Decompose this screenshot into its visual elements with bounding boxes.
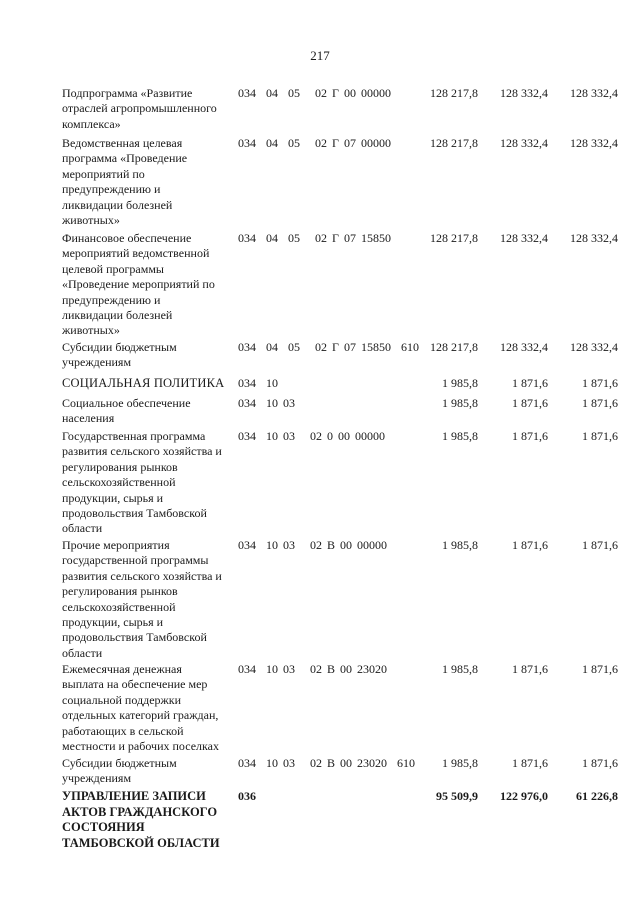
- row-name: Финансовое обеспечение мероприятий ведомственной целевой программы «Проведение мероприятий по предупреждению и ликвидации болезней животных»: [62, 231, 215, 338]
- row-code: 034 10 03 02 0 00 00000: [238, 429, 385, 443]
- row-name: Ведомственная целевая программа «Проведение мероприятий по предупреждению и ликвидации болезней животных»: [62, 136, 188, 228]
- row-code: 034 04 05 02 Г 00 00000: [238, 86, 391, 100]
- row-value-1: 128 217,8: [430, 86, 478, 100]
- row-value-3: 128 332,4: [570, 86, 618, 100]
- row-name: Ежемесячная денежная выплата на обеспечение мер социальной поддержки отдельных категорий граждан, работающих в сельской местности и рабочих поселках: [62, 662, 219, 754]
- row-code: 034 04 05 02 Г 07 00000: [238, 136, 391, 150]
- row-code: 034 10 03 02 В 00 00000: [238, 538, 388, 552]
- row-value-2: 1 871,6: [512, 756, 548, 770]
- row-code: 034 10 03 02 В 00 23020: [238, 662, 388, 676]
- row-value-1: 1 985,8: [442, 662, 478, 676]
- row-value-3: 128 332,4: [570, 340, 618, 354]
- row-value-1: 128 217,8: [430, 340, 478, 354]
- row-value-2: 122 976,0: [500, 789, 548, 803]
- row-value-2: 128 332,4: [500, 231, 548, 245]
- row-value-2: 1 871,6: [512, 429, 548, 443]
- row-name: УПРАВЛЕНИЕ ЗАПИСИ АКТОВ ГРАЖДАНСКОГО СОСТОЯНИЯ ТАМБОВСКОЙ ОБЛАСТИ: [62, 789, 220, 850]
- row-value-1: 1 985,8: [442, 538, 478, 552]
- row-value-3: 1 871,6: [582, 756, 618, 770]
- row-value-3: 1 871,6: [582, 376, 618, 390]
- row-value-3: 1 871,6: [582, 538, 618, 552]
- row-value-3: 61 226,8: [576, 789, 618, 803]
- row-value-3: 128 332,4: [570, 136, 618, 150]
- row-name: Субсидии бюджетным учреждениям: [62, 756, 177, 786]
- row-name: Государственная программа развития сельского хозяйства и регулирования рынков сельскохозяйственной продукции, сырья и продовольствия Тамбовской области: [62, 429, 222, 536]
- row-value-1: 1 985,8: [442, 376, 478, 390]
- row-code: 036: [238, 789, 256, 803]
- row-code: 034 10 03: [238, 396, 295, 410]
- row-value-2: 1 871,6: [512, 662, 548, 676]
- row-code: 034 04 05 02 Г 07 15850 610: [238, 340, 419, 354]
- row-value-2: 1 871,6: [512, 376, 548, 390]
- row-code: 034 10: [238, 376, 278, 390]
- row-value-3: 128 332,4: [570, 231, 618, 245]
- row-name: Подпрограмма «Развитие отраслей агропромышленного комплекса»: [62, 86, 217, 131]
- row-name: Субсидии бюджетным учреждениям: [62, 340, 177, 370]
- page-number: 217: [310, 48, 330, 63]
- row-value-2: 1 871,6: [512, 396, 548, 410]
- row-value-3: 1 871,6: [582, 662, 618, 676]
- row-value-2: 128 332,4: [500, 86, 548, 100]
- row-value-1: 95 509,9: [436, 789, 478, 803]
- row-code: 034 10 03 02 В 00 23020 610: [238, 756, 416, 770]
- row-value-1: 128 217,8: [430, 231, 478, 245]
- row-name: Социальное обеспечение населения: [62, 396, 191, 426]
- row-name: Прочие мероприятия государственной программы развития сельского хозяйства и регулирования рынков сельскохозяйственной продукции, сырья и продовольствия Тамбовской области: [62, 538, 222, 660]
- row-value-1: 128 217,8: [430, 136, 478, 150]
- row-value-1: 1 985,8: [442, 756, 478, 770]
- row-value-3: 1 871,6: [582, 396, 618, 410]
- row-code: 034 04 05 02 Г 07 15850: [238, 231, 391, 245]
- row-name: СОЦИАЛЬНАЯ ПОЛИТИКА: [62, 376, 225, 390]
- row-value-2: 1 871,6: [512, 538, 548, 552]
- row-value-2: 128 332,4: [500, 136, 548, 150]
- row-value-1: 1 985,8: [442, 396, 478, 410]
- row-value-2: 128 332,4: [500, 340, 548, 354]
- row-value-3: 1 871,6: [582, 429, 618, 443]
- row-value-1: 1 985,8: [442, 429, 478, 443]
